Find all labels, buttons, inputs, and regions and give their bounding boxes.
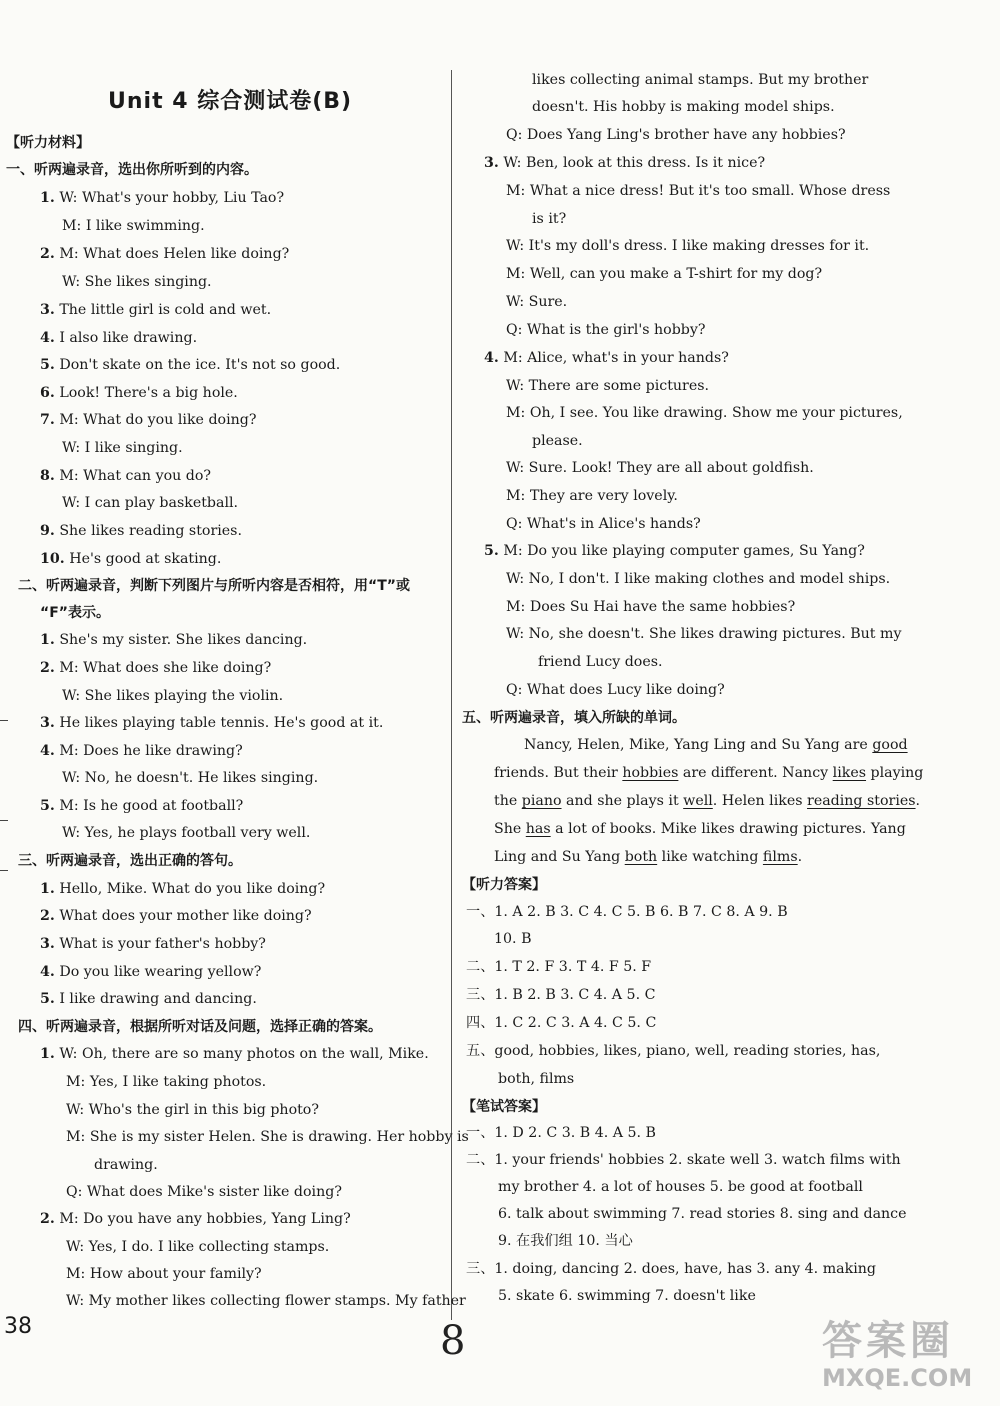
text-line	[40, 410, 256, 430]
text-line	[532, 209, 566, 229]
item-number: 6.	[40, 385, 55, 401]
text-line	[40, 549, 221, 569]
fill-in-answer: piano	[521, 793, 562, 809]
text-line	[466, 1259, 876, 1279]
text-line	[62, 272, 212, 292]
fill-in-answer: both	[624, 849, 658, 865]
line-text: 一、听两遍录音，选出你所听到的内容。	[6, 162, 258, 178]
line-text: is it?	[532, 211, 567, 227]
line-text: M: What do you like doing?	[54, 412, 257, 428]
line-text: W: No, he doesn't. He likes singing.	[62, 770, 319, 786]
text-line	[494, 763, 923, 783]
text-line	[66, 1237, 329, 1257]
line-text: likes collecting animal stamps. But my brother	[532, 72, 869, 88]
line-text: Q: What does Lucy like doing?	[506, 682, 725, 698]
text-line	[40, 383, 238, 403]
line-text: Ling and Su Yang	[494, 849, 625, 865]
text-line	[40, 962, 261, 982]
line-text: The little girl is cold and wet.	[54, 302, 272, 318]
binding-mark	[0, 820, 8, 821]
item-number: 1.	[40, 1046, 55, 1062]
line-text: W: What's your hobby, Liu Tao?	[54, 190, 285, 206]
fill-in-answer: has	[525, 821, 551, 837]
line-text: W: I like singing.	[62, 440, 183, 456]
line-text: 5. skate 6. swimming 7. doesn't like	[498, 1288, 756, 1304]
item-number: 2.	[40, 908, 55, 924]
line-text: W: Who's the girl in this big photo?	[66, 1102, 319, 1118]
text-line	[466, 902, 788, 922]
line-text: M: Well, can you make a T-shirt for my dog?	[506, 266, 823, 282]
line-text: W: She likes singing.	[62, 274, 212, 290]
fill-in-answer: hobbies	[622, 765, 679, 781]
text-line	[62, 768, 318, 788]
text-line	[494, 929, 532, 949]
text-line	[498, 1177, 863, 1197]
text-line	[40, 796, 243, 816]
line-text: W: It's my doll's dress. I like making dresses for it.	[506, 238, 870, 254]
text-line	[532, 97, 835, 117]
page-title: Unit 4 综合测试卷(B)	[108, 89, 353, 114]
line-text: W: Yes, he plays football very well.	[62, 825, 311, 841]
line-text: W: Sure.	[506, 294, 568, 310]
line-text: 一、1. D 2. C 3. B 4. A 5. B	[466, 1125, 656, 1141]
text-line	[532, 431, 583, 451]
text-line	[498, 1204, 907, 1224]
watermark-logo	[822, 1318, 992, 1398]
line-text: I also like drawing.	[54, 330, 198, 346]
text-line	[466, 957, 651, 977]
text-line	[538, 652, 663, 672]
text-line	[494, 819, 906, 839]
line-text: Don't skate on the ice. It's not so good.	[54, 357, 341, 373]
watermark-text: 答案圈	[822, 1318, 954, 1364]
section-heading	[40, 603, 110, 623]
line-text: M: Does Su Hai have the same hobbies?	[506, 599, 796, 615]
item-number: 3.	[484, 155, 499, 171]
line-text: W: Sure. Look! They are all about goldfish.	[506, 460, 814, 476]
item-number: 8.	[40, 468, 55, 484]
text-line	[484, 348, 729, 368]
line-text: She likes reading stories.	[54, 523, 242, 539]
line-text: Do you like wearing yellow?	[54, 964, 262, 980]
line-text: my brother 4. a lot of houses 5. be good at football	[498, 1179, 863, 1195]
line-text: M: Yes, I like taking photos.	[66, 1074, 267, 1090]
text-line	[66, 1100, 319, 1120]
line-text: friends. But their	[494, 765, 623, 781]
section-heading	[462, 875, 546, 895]
line-text: 【听力材料】	[6, 135, 90, 151]
line-text: Q: What does Mike's sister like doing?	[66, 1184, 342, 1200]
line-text: I like drawing and dancing.	[54, 991, 257, 1007]
line-text: doesn't. His hobby is making model ships.	[532, 99, 835, 115]
line-text: M: Does he like drawing?	[54, 743, 243, 759]
line-text: 三、1. B 2. B 3. C 4. A 5. C	[466, 987, 656, 1003]
text-line	[40, 300, 271, 320]
text-line	[532, 70, 868, 90]
text-line	[66, 1127, 469, 1147]
line-text: M: What does Helen like doing?	[54, 246, 290, 262]
item-number: 10.	[40, 551, 65, 567]
line-text: W: She likes playing the violin.	[62, 688, 284, 704]
section-heading	[18, 1017, 382, 1037]
line-text: She	[494, 821, 526, 837]
text-line	[40, 741, 243, 761]
line-text: .	[797, 849, 803, 865]
text-line	[62, 823, 310, 843]
line-text: 10. B	[494, 931, 532, 947]
text-line	[498, 1231, 633, 1251]
item-number: 4.	[484, 350, 499, 366]
line-text: W: Ben, look at this dress. Is it nice?	[498, 155, 766, 171]
line-text: 四、1. C 2. C 3. A 4. C 5. C	[466, 1015, 657, 1031]
text-line	[498, 1286, 756, 1306]
line-text: 三、听两遍录音，选出正确的答句。	[18, 853, 242, 869]
line-text: He's good at skating.	[64, 551, 222, 567]
text-line	[40, 1044, 429, 1064]
section-heading	[6, 160, 258, 180]
line-text: Nancy, Helen, Mike, Yang Ling and Su Yang are	[524, 737, 873, 753]
text-line	[40, 355, 340, 375]
line-text: W: There are some pictures.	[506, 378, 710, 394]
text-line	[466, 1041, 880, 1061]
text-line	[506, 403, 903, 423]
text-line	[506, 597, 795, 617]
text-line	[40, 713, 383, 733]
text-line	[506, 486, 678, 506]
line-text: M: What can you do?	[54, 468, 212, 484]
line-text: 【笔试答案】	[462, 1099, 546, 1115]
line-text: the	[494, 793, 522, 809]
line-text: W: Yes, I do. I like collecting stamps.	[66, 1239, 330, 1255]
item-number: 4.	[40, 330, 55, 346]
line-text: W: No, she doesn't. She likes drawing pictures. But my	[506, 626, 902, 642]
binding-mark	[0, 870, 8, 871]
text-line	[66, 1072, 266, 1092]
item-number: 2.	[40, 660, 55, 676]
text-line	[40, 934, 266, 954]
item-number: 1.	[40, 881, 55, 897]
line-text: “F”表示。	[40, 605, 110, 621]
text-line	[506, 458, 814, 478]
line-text: friend Lucy does.	[538, 654, 663, 670]
text-line	[494, 847, 802, 867]
text-line	[40, 521, 242, 541]
text-line	[506, 125, 846, 145]
line-text: M: Alice, what's in your hands?	[498, 350, 729, 366]
fill-in-answer: films	[762, 849, 798, 865]
text-line	[484, 153, 765, 173]
line-text: 三、1. doing, dancing 2. does, have, has 3. any 4. making	[466, 1261, 876, 1277]
line-text: M: Is he good at football?	[54, 798, 244, 814]
line-text: She's my sister. She likes dancing.	[54, 632, 308, 648]
text-line	[466, 1123, 656, 1143]
line-text: 6. talk about swimming 7. read stories 8. sing and dance	[498, 1206, 907, 1222]
line-text: What is your father's hobby?	[54, 936, 266, 952]
item-number: 2.	[40, 246, 55, 262]
text-line	[506, 680, 725, 700]
line-text: W: No, I don't. I like making clothes and model ships.	[506, 571, 891, 587]
text-line	[506, 236, 869, 256]
line-text: W: My mother likes collecting flower stamps. My father	[66, 1293, 466, 1309]
line-text: M: What does she like doing?	[54, 660, 272, 676]
item-number: 4.	[40, 964, 55, 980]
text-line	[506, 514, 701, 534]
line-text: . Helen likes	[712, 793, 808, 809]
line-text: M: I like swimming.	[62, 218, 205, 234]
item-number: 1.	[40, 632, 55, 648]
text-line	[40, 466, 211, 486]
line-text: M: Do you have any hobbies, Yang Ling?	[54, 1211, 351, 1227]
text-line	[466, 985, 655, 1005]
item-number: 3.	[40, 936, 55, 952]
line-text: 二、1. T 2. F 3. T 4. F 5. F	[466, 959, 652, 975]
line-text: 9. 在我们组 10. 当心	[498, 1233, 633, 1249]
text-line	[494, 791, 920, 811]
handwritten-mark: 8	[440, 1318, 466, 1364]
item-number: 5.	[40, 991, 55, 1007]
text-line	[40, 658, 271, 678]
line-text: He likes playing table tennis. He's good at it.	[54, 715, 384, 731]
line-text: Q: What is the girl's hobby?	[506, 322, 706, 338]
item-number: 5.	[484, 543, 499, 559]
text-line	[40, 906, 312, 926]
item-number: 5.	[40, 357, 55, 373]
text-line	[40, 328, 197, 348]
text-line	[40, 630, 307, 650]
item-number: 3.	[40, 715, 55, 731]
line-text: M: They are very lovely.	[506, 488, 678, 504]
line-text: 五、good, hobbies, likes, piano, well, reading stories, has,	[466, 1043, 881, 1059]
text-line	[506, 624, 901, 644]
item-number: 5.	[40, 798, 55, 814]
text-line	[66, 1291, 466, 1311]
text-line	[40, 879, 325, 899]
text-line	[62, 216, 205, 236]
text-line	[506, 320, 705, 340]
line-text: drawing.	[94, 1157, 158, 1173]
line-text: and she plays it	[561, 793, 684, 809]
page-number: 38	[4, 1314, 32, 1339]
binding-mark	[0, 720, 8, 721]
line-text: M: Do you like playing computer games, Su Yang?	[498, 543, 865, 559]
line-text: W: Oh, there are so many photos on the wall, Mike.	[54, 1046, 429, 1062]
fill-in-answer: reading stories	[807, 793, 916, 809]
line-text: are different. Nancy	[678, 765, 833, 781]
text-line	[62, 438, 183, 458]
text-line	[506, 181, 890, 201]
text-line	[62, 686, 283, 706]
line-text: 四、听两遍录音，根据所听对话及问题，选择正确的答案。	[18, 1019, 382, 1035]
item-number: 9.	[40, 523, 55, 539]
section-heading	[462, 708, 686, 728]
text-line	[506, 264, 822, 284]
text-line	[484, 541, 865, 561]
text-line	[62, 493, 238, 513]
line-text: 五、听两遍录音，填入所缺的单词。	[462, 710, 686, 726]
text-line	[498, 1069, 574, 1089]
item-number: 7.	[40, 412, 55, 428]
item-number: 1.	[40, 190, 55, 206]
line-text: both, films	[498, 1071, 575, 1087]
line-text: What does your mother like doing?	[54, 908, 312, 924]
watermark-url: MXQE.COM	[822, 1364, 973, 1392]
text-line	[40, 1209, 351, 1229]
line-text: Q: What's in Alice's hands?	[506, 516, 701, 532]
line-text: a lot of books. Mike likes drawing pictures. Yang	[550, 821, 906, 837]
fill-in-answer: good	[872, 737, 908, 753]
line-text: Hello, Mike. What do you like doing?	[54, 881, 326, 897]
line-text: please.	[532, 433, 583, 449]
line-text: M: Oh, I see. You like drawing. Show me your pictures,	[506, 405, 903, 421]
section-heading	[18, 576, 410, 596]
text-line	[94, 1155, 158, 1175]
line-text: like watching	[657, 849, 763, 865]
line-text: 一、1. A 2. B 3. C 4. C 5. B 6. B 7. C 8. A 9. B	[466, 904, 788, 920]
text-line	[506, 292, 567, 312]
line-text: M: How about your family?	[66, 1266, 262, 1282]
fill-in-answer: likes	[832, 765, 867, 781]
line-text: W: I can play basketball.	[62, 495, 239, 511]
line-text: M: What a nice dress! But it's too small. Whose dress	[506, 183, 891, 199]
text-line	[66, 1264, 262, 1284]
text-line	[40, 188, 284, 208]
line-text: 二、1. your friends' hobbies 2. skate well 3. watch films with	[466, 1152, 901, 1168]
line-text: Look! There's a big hole.	[54, 385, 238, 401]
section-heading	[6, 133, 90, 153]
line-text: M: She is my sister Helen. She is drawing. Her hobby is	[66, 1129, 469, 1145]
text-line	[466, 1013, 656, 1033]
text-line	[466, 1150, 901, 1170]
item-number: 3.	[40, 302, 55, 318]
text-line	[66, 1182, 342, 1202]
line-text: .	[915, 793, 921, 809]
line-text: Q: Does Yang Ling's brother have any hobbies?	[506, 127, 846, 143]
text-line	[40, 244, 289, 264]
fill-in-answer: well	[683, 793, 713, 809]
text-line	[506, 569, 890, 589]
line-text: playing	[866, 765, 924, 781]
line-text: 【听力答案】	[462, 877, 546, 893]
text-line	[506, 376, 709, 396]
line-text: 二、听两遍录音，判断下列图片与所听内容是否相符，用“T”或	[18, 578, 410, 594]
text-line	[40, 989, 257, 1009]
item-number: 2.	[40, 1211, 55, 1227]
section-heading	[462, 1097, 546, 1117]
item-number: 4.	[40, 743, 55, 759]
section-heading	[18, 851, 242, 871]
text-line	[524, 735, 908, 755]
